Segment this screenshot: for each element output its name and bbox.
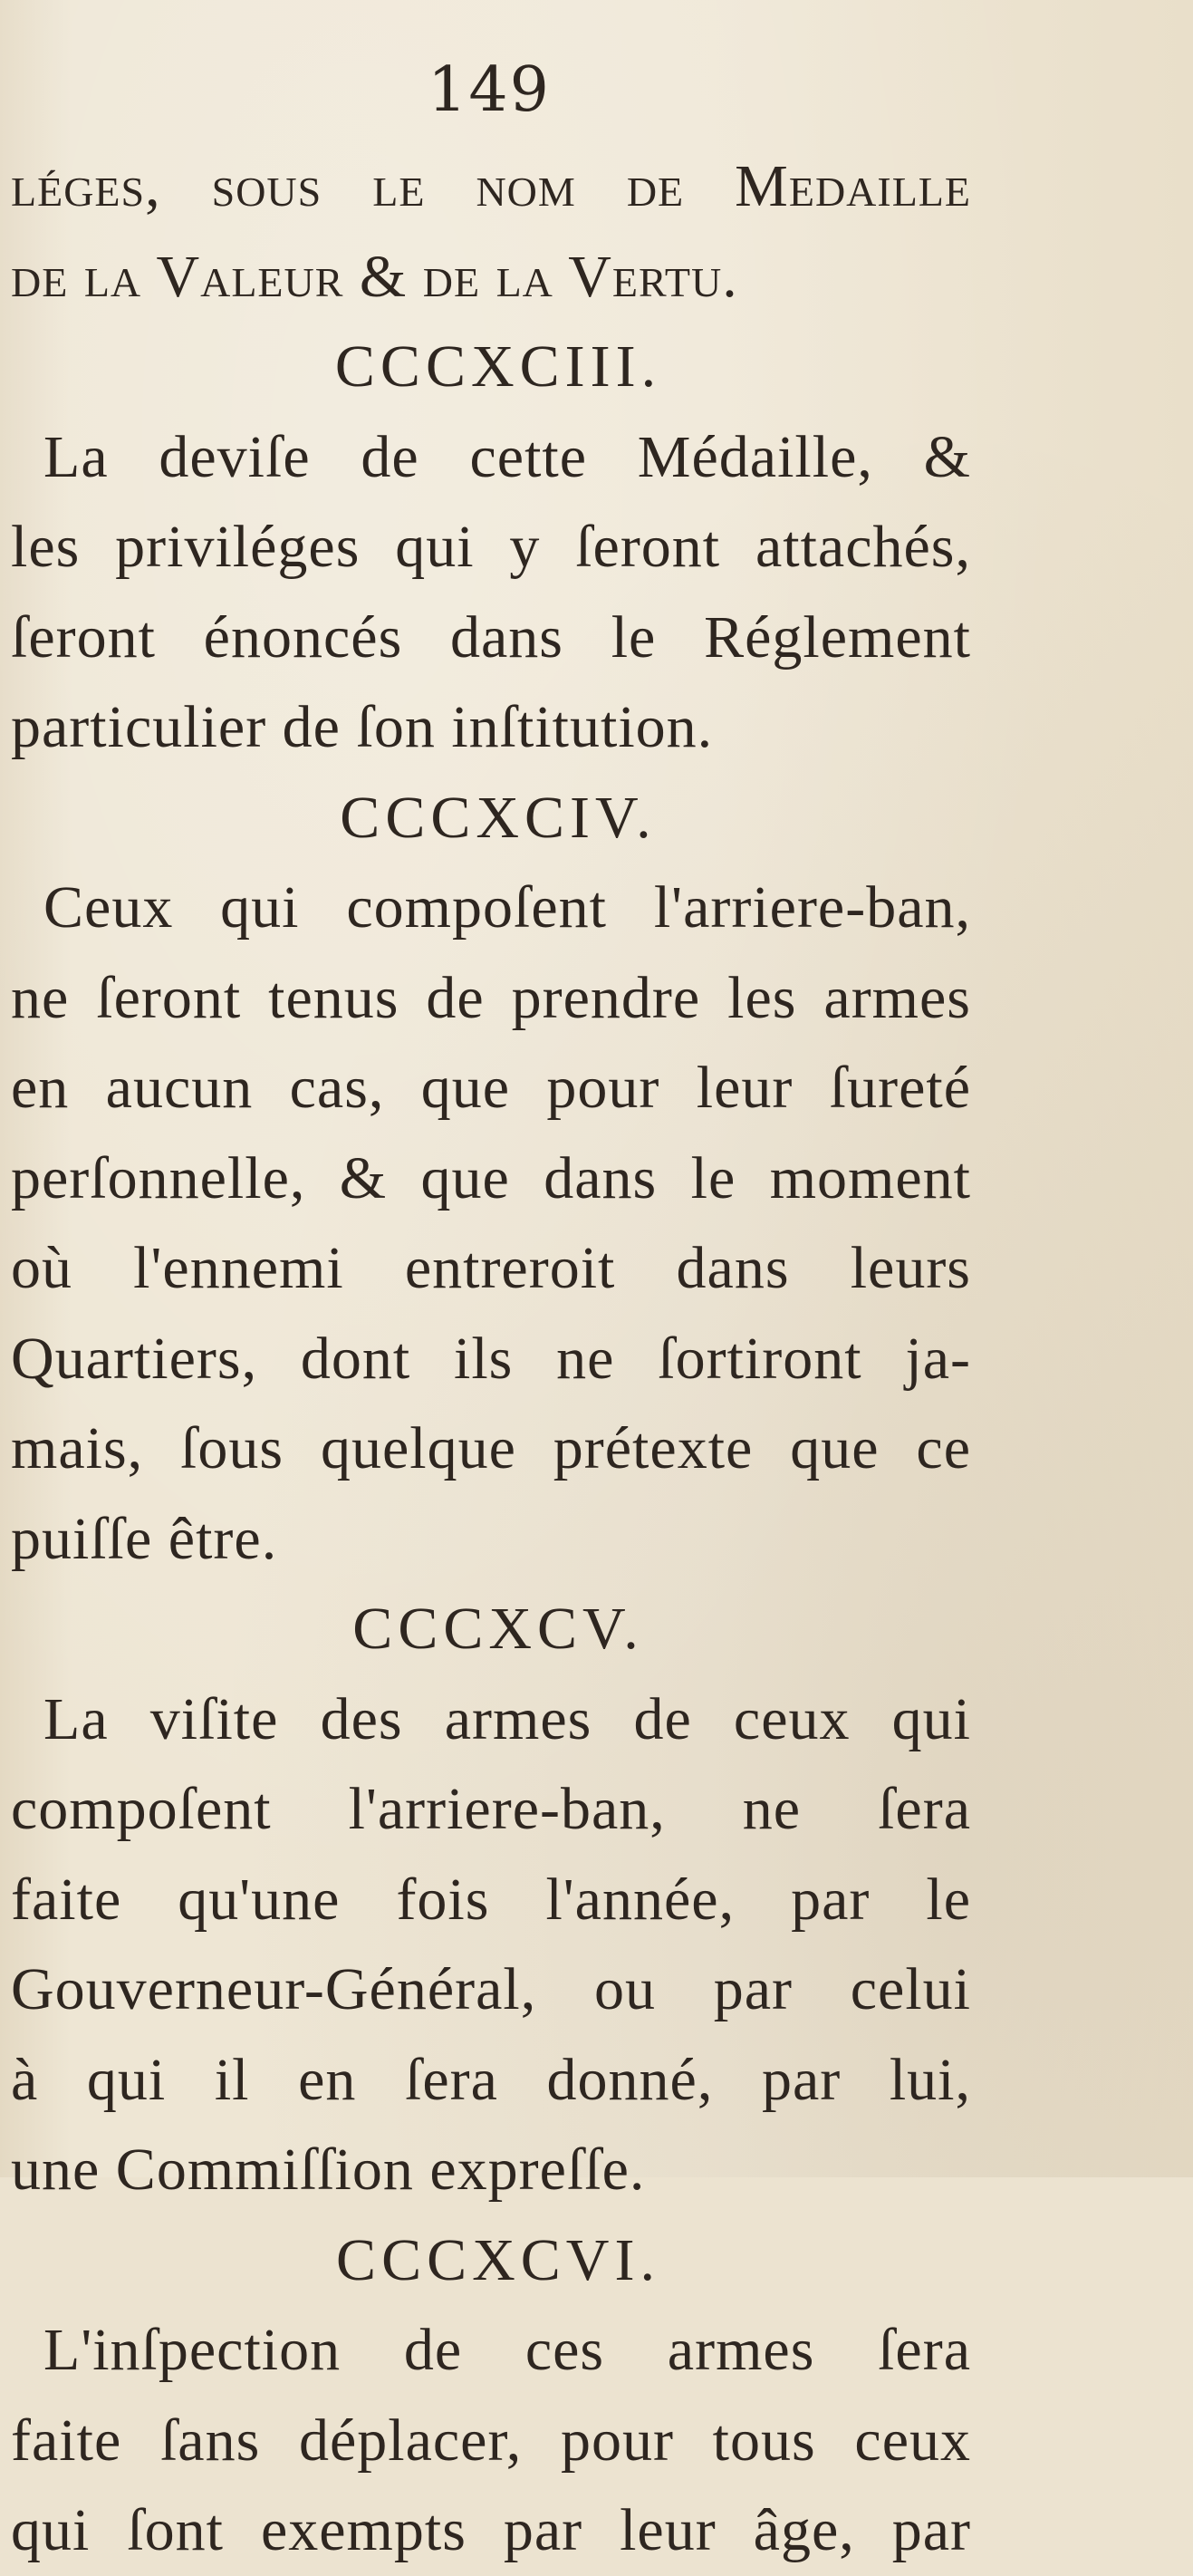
text-line: à qui il en ſera donné, par lui, bbox=[11, 2046, 971, 2113]
text-line: de la Valeur & de la Vertu. bbox=[11, 243, 738, 310]
text-line: perſonnelle, & que dans le moment bbox=[11, 1144, 971, 1211]
text-line: faite ſans déplacer, pour tous ceux bbox=[11, 2407, 971, 2474]
text-line: mais, ſous quelque prétexte que ce bbox=[11, 1415, 971, 1481]
text-line: L'inſpection de ces armes ſera bbox=[43, 2317, 971, 2383]
text-line: Gouverneur-Général, ou par celui bbox=[11, 1956, 971, 2022]
text-line: léges, ſous le nom de Medaille bbox=[11, 153, 971, 219]
article-heading: CCCXCVI. bbox=[336, 2226, 660, 2293]
text-line: Quartiers, dont ils ne ſortiront ja- bbox=[11, 1325, 971, 1392]
text-line: les priviléges qui y ſeront attachés, bbox=[11, 514, 971, 580]
article-heading: CCCXCIII. bbox=[334, 333, 662, 400]
text-line: où l'ennemi entreroit dans leurs bbox=[11, 1235, 971, 1301]
text-line: ne ſeront tenus de prendre les armes bbox=[11, 964, 971, 1031]
text-line: une Commiſſion expreſſe. bbox=[11, 2137, 646, 2203]
text-line: particulier de ſon inſtitution. bbox=[11, 694, 714, 760]
text-line: La deviſe de cette Médaille, & bbox=[43, 423, 971, 490]
text-line: qui ſont exempts par leur âge, par bbox=[11, 2497, 971, 2563]
text-line: compoſent l'arriere-ban, ne ſera bbox=[11, 1776, 971, 1842]
text-line: La viſite des armes de ceux qui bbox=[43, 1685, 971, 1752]
text-line: faite qu'une fois l'année, par le bbox=[11, 1866, 971, 1933]
text-line: puiſſe être. bbox=[11, 1505, 278, 1572]
article-heading: CCCXCIV. bbox=[340, 784, 657, 851]
text-line: Ceux qui compoſent l'arriere-ban, bbox=[43, 874, 971, 941]
article-heading: CCCXCV. bbox=[352, 1596, 644, 1662]
text-line: en aucun cas, que pour leur ſureté bbox=[11, 1055, 971, 1121]
page-number: 149 bbox=[428, 54, 551, 126]
text-line: ſeront énoncés dans le Réglement bbox=[11, 603, 971, 671]
body-text bbox=[11, 141, 971, 2576]
